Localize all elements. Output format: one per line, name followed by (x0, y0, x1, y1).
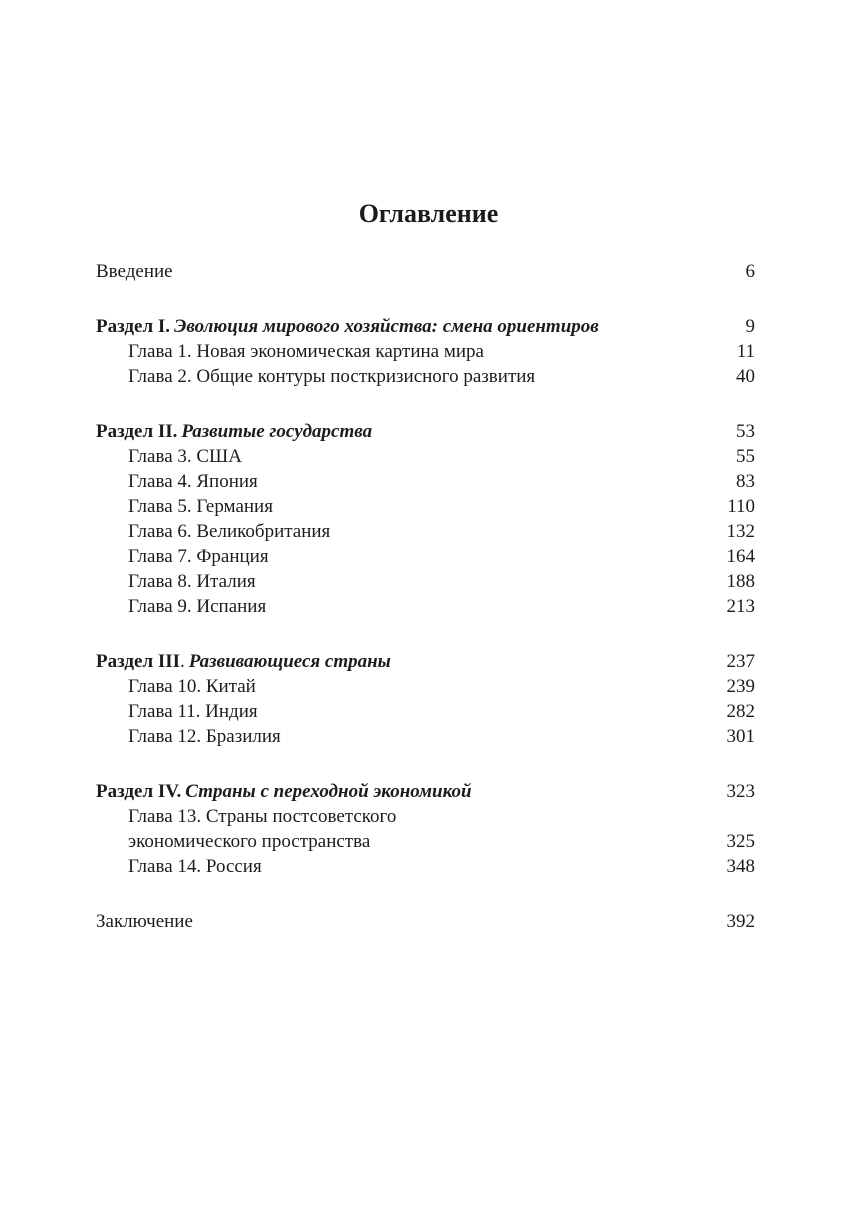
page-number: 325 (726, 831, 755, 852)
toc-chapter-7[interactable] (96, 544, 755, 569)
entry-label: Глава 7. Франция (128, 546, 269, 567)
entry-label: Глава 4. Япония (128, 471, 258, 492)
section-separator: . (180, 651, 185, 672)
section-prefix: Раздел II. (96, 421, 178, 442)
section-prefix: Раздел I. (96, 316, 170, 337)
page-number: 213 (726, 596, 755, 617)
section-title: Страны с переходной экономикой (185, 781, 472, 802)
toc-chapter-14[interactable] (96, 854, 755, 879)
toc-chapter-10[interactable] (96, 674, 755, 699)
table-of-contents (96, 259, 755, 934)
toc-chapter-6[interactable] (96, 519, 755, 544)
page-number: 132 (726, 521, 755, 542)
page-title: Оглавление (358, 199, 499, 228)
toc-section-3[interactable] (96, 649, 755, 674)
page-number: 9 (745, 316, 755, 337)
entry-label: Глава 6. Великобритания (128, 521, 331, 542)
page-number: 110 (727, 496, 755, 517)
toc-chapter-3[interactable] (96, 444, 755, 469)
section-title: Эволюция мирового хозяйства: смена ориентиров (174, 316, 599, 337)
entry-label: Глава 2. Общие контуры посткризисного развития (128, 366, 536, 387)
page-number: 348 (726, 856, 755, 877)
page-number: 237 (726, 651, 755, 672)
page-number: 164 (726, 546, 755, 567)
entry-label: Глава 13. Страны постсоветского (128, 806, 397, 827)
entry-label: Заключение (96, 911, 193, 932)
entry-label: Глава 12. Бразилия (128, 726, 281, 747)
page-number: 239 (726, 676, 755, 697)
page-number: 11 (736, 341, 755, 362)
page-number: 83 (736, 471, 755, 492)
page-number: 6 (745, 261, 755, 282)
page-number: 392 (726, 911, 755, 932)
toc-section-2[interactable] (96, 419, 755, 444)
page-number: 53 (736, 421, 755, 442)
toc-chapter-4[interactable] (96, 469, 755, 494)
toc-entry-introduction[interactable] (96, 259, 755, 284)
entry-label: Глава 5. Германия (128, 496, 273, 517)
entry-label: Глава 1. Новая экономическая картина мира (128, 341, 484, 362)
toc-chapter-1[interactable] (96, 339, 755, 364)
section-title: Развивающиеся страны (188, 651, 391, 672)
entry-label: Глава 9. Испания (128, 596, 267, 617)
toc-section-4[interactable] (96, 779, 755, 804)
entry-label: Глава 8. Италия (128, 571, 256, 592)
page-number: 282 (726, 701, 755, 722)
toc-entry-conclusion[interactable] (96, 909, 755, 934)
entry-label: Глава 3. США (128, 446, 242, 467)
toc-chapter-12[interactable] (96, 724, 755, 749)
entry-label: Глава 14. Россия (128, 856, 262, 877)
entry-label: Глава 11. Индия (128, 701, 258, 722)
toc-chapter-13-line1[interactable] (96, 804, 755, 829)
entry-label: Глава 10. Китай (128, 676, 256, 697)
section-prefix: Раздел IV. (96, 781, 182, 802)
toc-chapter-9[interactable] (96, 594, 755, 619)
page-number: 40 (736, 366, 755, 387)
section-title: Развитые государства (181, 421, 373, 442)
page-number: 55 (736, 446, 755, 467)
page-number: 301 (726, 726, 755, 747)
entry-label: Введение (96, 261, 173, 282)
page-number: 188 (726, 571, 755, 592)
entry-label: экономического пространства (128, 831, 371, 852)
page-number: 323 (726, 781, 755, 802)
toc-chapter-8[interactable] (96, 569, 755, 594)
toc-chapter-5[interactable] (96, 494, 755, 519)
toc-chapter-2[interactable] (96, 364, 755, 389)
toc-chapter-13-line2[interactable] (96, 829, 755, 854)
toc-section-1[interactable] (96, 314, 755, 339)
section-prefix: Раздел III (96, 651, 181, 672)
toc-chapter-11[interactable] (96, 699, 755, 724)
